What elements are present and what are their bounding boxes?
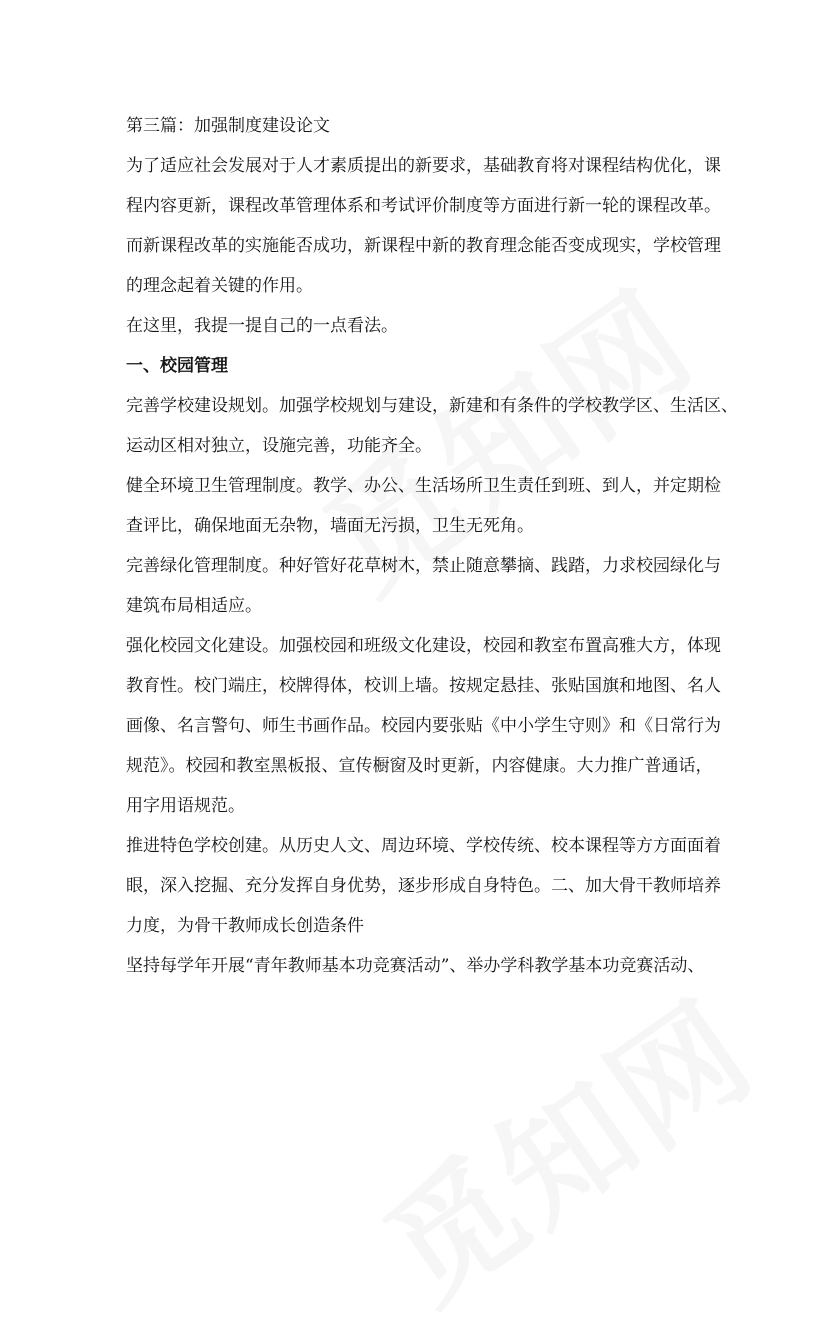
paragraph-line: 建筑布局相适应。: [126, 596, 262, 616]
paragraph-line: 为了适应社会发展对于人才素质提出的新要求，基础教育将对课程结构优化，课: [126, 156, 721, 176]
document-body: [126, 106, 738, 986]
paragraph-line: 查评比，确保地面无杂物，墙面无污损，卫生无死角。: [126, 516, 534, 536]
watermark-text: [343, 950, 784, 1337]
paragraph-line: 运动区相对独立，设施完善，功能齐全。: [126, 436, 432, 456]
paragraph-line: 的理念起着关键的作用。: [126, 276, 313, 296]
paragraph-line: 而新课程改革的实施能否成功，新课程中新的教育理念能否变成现实，学校管理: [126, 236, 721, 256]
paragraph-line: 画像、名言警句、师生书画作品。校园内要张贴《中小学生守则》和《日常行为: [126, 716, 721, 736]
paragraph-line: 完善绿化管理制度。种好管好花草树木，禁止随意攀摘、践踏，力求校园绿化与: [126, 556, 721, 576]
paragraph-line: 健全环境卫生管理制度。教学、办公、生活场所卫生责任到班、到人，并定期检: [126, 476, 721, 496]
section-heading: 一、校园管理: [126, 356, 228, 376]
paragraph-line: 强化校园文化建设。加强校园和班级文化建设，校园和教室布置高雅大方，体现: [126, 636, 721, 656]
paragraph-line: 在这里，我提一提自己的一点看法。: [126, 316, 398, 336]
paragraph-line: 程内容更新，课程改革管理体系和考试评价制度等方面进行新一轮的课程改革。: [126, 196, 721, 216]
paragraph-line: 力度，为骨干教师成长创造条件: [126, 916, 364, 936]
paragraph-line: 坚持每学年开展“青年教师基本功竞赛活动”、举办学科教学基本功竞赛活动、: [126, 956, 705, 976]
paragraph-line: 规范》。校园和教室黑板报、宣传橱窗及时更新，内容健康。大力推广普通话，: [126, 756, 713, 776]
paragraph-line: 推进特色学校创建。从历史人文、周边环境、学校传统、校本课程等方方面面着: [126, 836, 721, 856]
document-title: 第三篇：加强制度建设论文: [126, 116, 330, 136]
paragraph-line: 教育性。校门端庄，校牌得体，校训上墙。按规定悬挂、张贴国旗和地图、名人: [126, 676, 721, 696]
paragraph-line: 眼，深入挖掘、充分发挥自身优势，逐步形成自身特色。二、加大骨干教师培养: [126, 876, 721, 896]
paragraph-line: 用字用语规范。: [126, 796, 245, 816]
paragraph-line: 完善学校建设规划。加强学校规划与建设，新建和有条件的学校教学区、生活区、: [126, 396, 738, 416]
